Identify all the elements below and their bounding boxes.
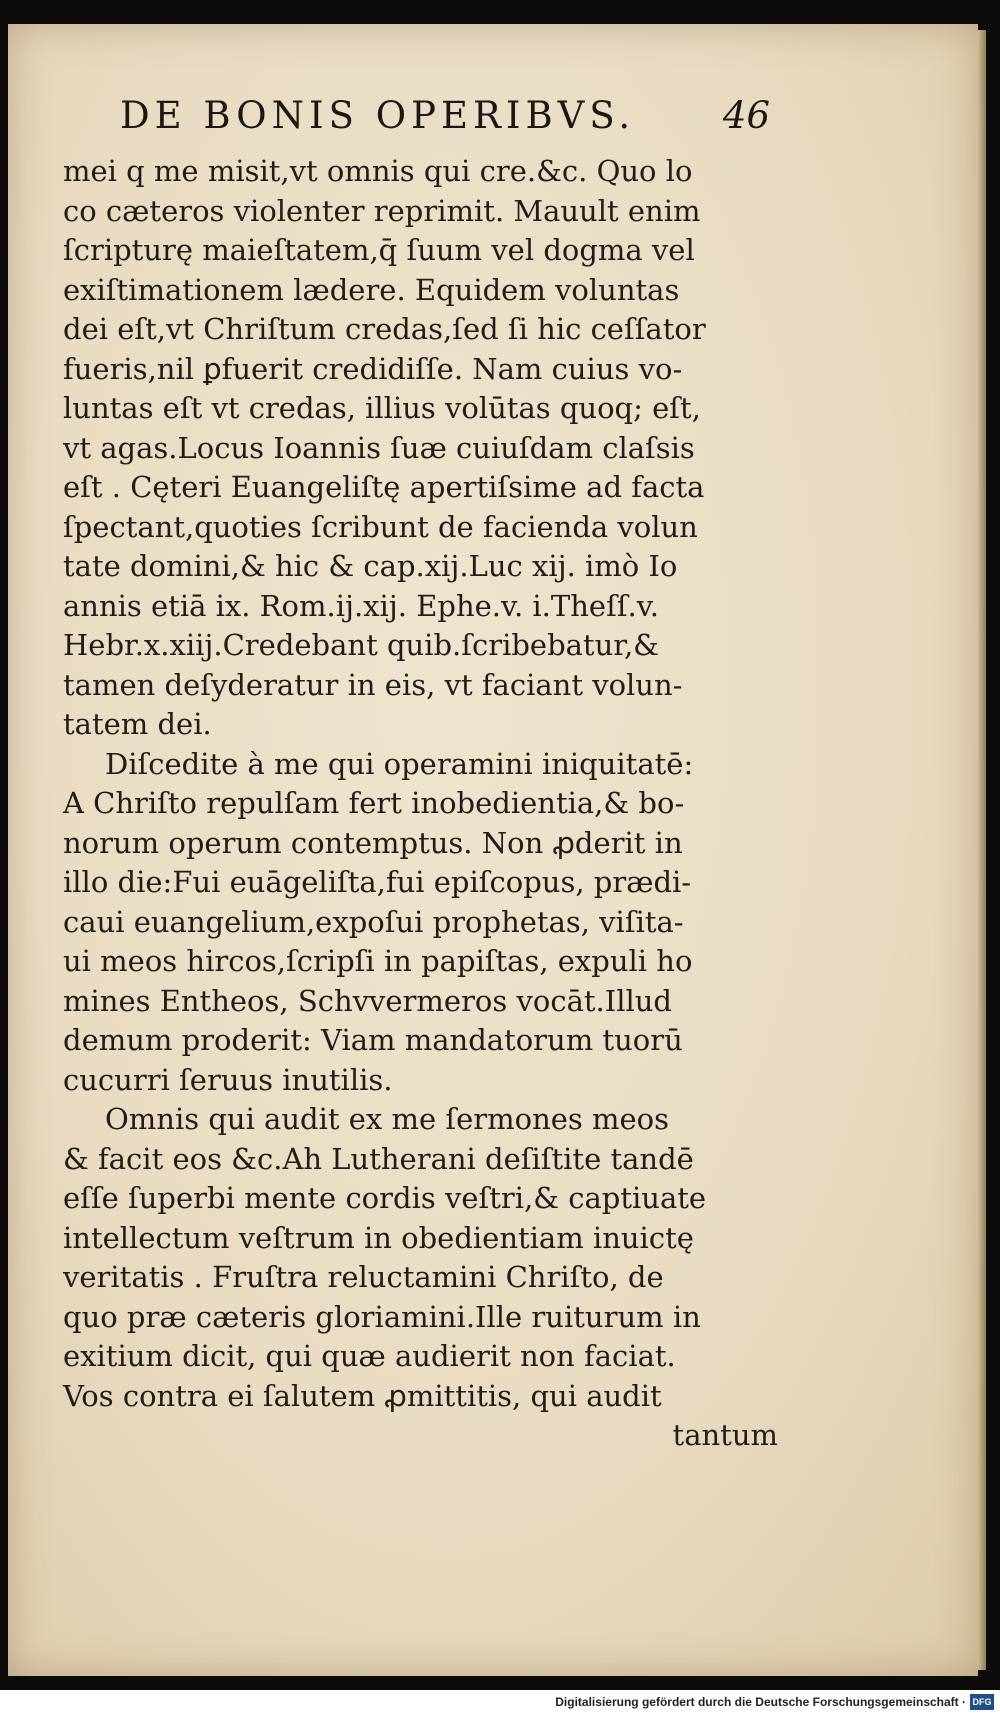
paragraph-start-line: Omnis qui audit ex me ſermones meos bbox=[105, 1102, 670, 1136]
text-line: quo præ cæteris gloriamini.Ille ruiturum in bbox=[63, 1299, 701, 1334]
catchword: tantum bbox=[672, 1418, 778, 1452]
text-line: intellectum veſtrum in obedientiam inuictę bbox=[63, 1220, 694, 1255]
page-number: 46 bbox=[722, 94, 770, 137]
text-line: ſcripturę maieſtatem,q̄ ſuum vel dogma vel bbox=[63, 233, 695, 267]
text-line: veritatis . Fruſtra reluctamini Chriſto, de bbox=[63, 1260, 664, 1294]
body-text bbox=[63, 152, 778, 1456]
text-line: demum proderit: Viam mandatorum tuorū bbox=[63, 1023, 683, 1057]
text-line: co cæteros violenter reprimit. Mauult enim bbox=[63, 193, 701, 228]
text-line: tate domini,& hic & cap.xij.Luc xij. imò Io bbox=[63, 549, 678, 583]
book-page bbox=[8, 24, 978, 1676]
text-line: norum operum contemptus. Non ꝓderit in bbox=[63, 825, 683, 860]
text-line: dei eſt,vt Chriſtum credas,ſed ſi hic ceſſator bbox=[63, 312, 706, 346]
funding-credit: Digitalisierung gefördert durch die Deutsche Forschungsgemeinschaft · bbox=[555, 1695, 966, 1709]
text-line: eſt . Cęteri Euangeliſtę apertiſsime ad facta bbox=[63, 470, 705, 504]
footer-bar bbox=[0, 1690, 1000, 1716]
text-line: caui euangelium,expoſui prophetas, viſita- bbox=[63, 904, 684, 939]
text-line: A Chriſto repulſam fert inobedientia,& bo- bbox=[63, 786, 685, 820]
running-head-title: DE BONIS OPERIBVS. bbox=[120, 94, 636, 137]
paragraph-start-line: Diſcedite à me qui operamini iniquitatē: bbox=[105, 746, 694, 781]
text-line: ſpectant,quoties ſcribunt de facienda volun bbox=[63, 509, 698, 544]
text-line: fueris,nil ꝑfuerit credidiſſe. Nam cuius vo- bbox=[63, 351, 683, 386]
text-line: tatem dei. bbox=[63, 707, 212, 741]
text-line: Vos contra ei ſalutem ꝓmittitis, qui audit bbox=[63, 1378, 662, 1413]
text-line: annis etiā ix. Rom.ij.xij. Ephe.v. i.Theſſ.v. bbox=[63, 588, 659, 623]
text-line: tamen deſyderatur in eis, vt faciant volun- bbox=[63, 667, 683, 702]
text-line: exitium dicit, qui quæ audierit non faciat. bbox=[63, 1339, 676, 1373]
dfg-logo-icon: DFG bbox=[970, 1694, 994, 1710]
text-line: Hebr.x.xiij.Credebant quib.ſcribebatur,& bbox=[63, 628, 659, 662]
running-head bbox=[120, 94, 770, 144]
page-edge bbox=[978, 30, 986, 1670]
text-line: ui meos hircos,ſcripſi in papiſtas, expuli ho bbox=[63, 944, 693, 978]
text-line: cucurri ſeruus inutilis. bbox=[63, 1062, 393, 1097]
text-line: illo die:Fui euāgeliſta,fui epiſcopus, prædi- bbox=[63, 865, 692, 899]
text-line: exiſtimationem lædere. Equidem voluntas bbox=[63, 272, 680, 307]
text-line: vt agas.Locus Ioannis ſuæ cuiuſdam claſsis bbox=[63, 430, 695, 465]
text-line: mines Entheos, Schvvermeros vocāt.Illud bbox=[63, 983, 672, 1018]
text-line: luntas eſt vt credas, illius volūtas quoq; eſt, bbox=[63, 391, 701, 425]
text-line: & facit eos &c.Ah Lutherani deſiſtite tandē bbox=[63, 1141, 694, 1176]
text-line: eſſe ſuperbi mente cordis veſtri,& captiuate bbox=[63, 1181, 707, 1215]
text-line: mei q me misit,vt omnis qui cre.&c. Quo lo bbox=[63, 154, 693, 188]
